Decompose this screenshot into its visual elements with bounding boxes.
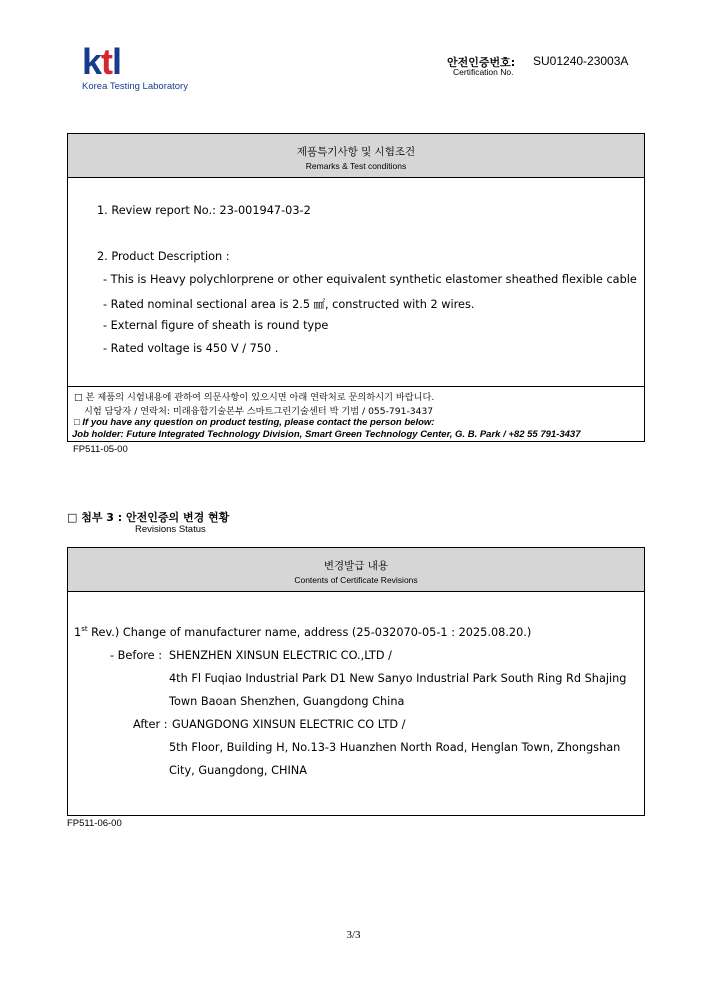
revisions-title-ko: 변경발급 내용 bbox=[323, 560, 389, 572]
description-item: - Rated voltage is 450 V / 750 . bbox=[103, 342, 279, 355]
review-report-line: 1. Review report No.: 23-001947-03-2 bbox=[97, 204, 311, 217]
form-code: FP511-06-00 bbox=[67, 818, 122, 829]
remarks-title-ko: 제품특기사항 및 시험조건 bbox=[296, 146, 416, 158]
contact-note-en: □ If you have any question on product testing, please contact the person below: bbox=[74, 417, 435, 428]
before-label: - Before : bbox=[110, 649, 162, 662]
before-name: SHENZHEN XINSUN ELECTRIC CO.,LTD / bbox=[169, 649, 392, 662]
after-label: After : bbox=[133, 718, 168, 731]
remarks-header bbox=[68, 134, 644, 178]
page-number: 3/3 bbox=[346, 929, 361, 941]
attachment-title: □ 첨부 3 : 안전인증의 변경 현황 bbox=[67, 511, 230, 524]
form-code: FP511-05-00 bbox=[73, 444, 128, 455]
cert-label-ko: 안전인증번호: bbox=[447, 56, 516, 69]
logo-subtitle: Korea Testing Laboratory bbox=[82, 81, 188, 92]
description-item: - External figure of sheath is round type bbox=[103, 319, 329, 332]
revision-ordinal: st bbox=[81, 625, 88, 633]
contact-divider bbox=[68, 386, 644, 387]
revisions-box bbox=[67, 547, 645, 816]
revision-text: Rev.) Change of manufacturer name, address (25-032070-05-1 : 2025.08.20.) bbox=[87, 625, 532, 639]
revision-line bbox=[74, 625, 531, 639]
remarks-box bbox=[67, 133, 645, 442]
contact-person-ko: 시험 담당자 / 연락처: 미래융합기술본부 스마트그린기술센터 박 기범 / 055-791-3437 bbox=[84, 406, 434, 417]
before-address: Town Baoan Shenzhen, Guangdong China bbox=[169, 695, 405, 708]
ktl-logo bbox=[82, 41, 222, 96]
contact-note-ko: □ 본 제품의 시험내용에 관하여 의문사항이 있으시면 아래 연락처로 문의하시기 바랍니다. bbox=[74, 392, 435, 403]
after-address: City, Guangdong, CHINA bbox=[169, 764, 307, 777]
revisions-title-en: Contents of Certificate Revisions bbox=[294, 575, 418, 585]
after-address: 5th Floor, Building H, No.13-3 Huanzhen North Road, Henglan Town, Zhongshan bbox=[169, 741, 621, 754]
revisions-header bbox=[68, 548, 644, 592]
cert-number: SU01240-23003A bbox=[533, 54, 629, 68]
cert-label-en: Certification No. bbox=[453, 67, 514, 77]
revision-number: 1 bbox=[74, 625, 82, 639]
remarks-title-en: Remarks & Test conditions bbox=[305, 161, 407, 171]
before-address: 4th Fl Fuqiao Industrial Park D1 New Sanyo Industrial Park South Ring Rd Shajing bbox=[169, 672, 627, 685]
after-name: GUANGDONG XINSUN ELECTRIC CO LTD / bbox=[172, 718, 406, 731]
product-description-line: 2. Product Description : bbox=[97, 250, 230, 263]
description-item: - Rated nominal sectional area is 2.5 ㎟, constructed with 2 wires. bbox=[103, 298, 475, 311]
logo-wordmark: ktl bbox=[82, 41, 122, 82]
attachment-subtitle: Revisions Status bbox=[135, 524, 206, 535]
description-item: - This is Heavy polychlorprene or other equivalent synthetic elastomer sheathed flexible cable bbox=[103, 273, 637, 286]
contact-person-en: Job holder: Future Integrated Technology Division, Smart Green Technology Center, G. B. Park / +82 55 791-3437 bbox=[72, 429, 581, 440]
